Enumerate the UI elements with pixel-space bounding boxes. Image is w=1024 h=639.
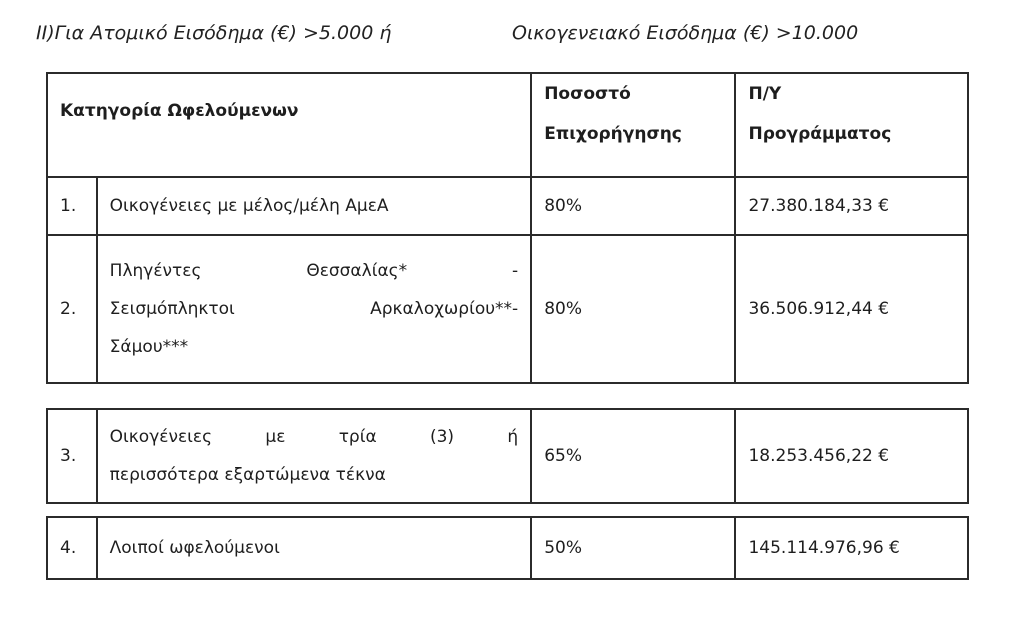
header-budget-line2: Προγράμματος — [748, 124, 892, 144]
beneficiaries-table-main — [46, 72, 969, 384]
header-category: Κατηγορία Ωφελούμενων — [47, 73, 531, 177]
row-category-word: Πληγέντες — [109, 261, 202, 281]
header-percent — [531, 73, 735, 177]
row-category-word: Οικογένειες — [109, 427, 213, 447]
row-category-word: - — [512, 261, 519, 281]
row-category-word: Θεσσαλίας* — [306, 261, 408, 281]
section-heading — [36, 22, 859, 44]
row-percent: 80% — [531, 177, 735, 235]
beneficiaries-table-row4 — [46, 516, 969, 580]
row-category-word: τρία — [338, 427, 377, 447]
row-number: 1. — [47, 177, 97, 235]
row-category — [97, 409, 532, 503]
row-category-line — [110, 252, 519, 290]
row-category-line — [110, 418, 519, 456]
row-number: 4. — [47, 517, 97, 579]
header-percent-line2: Επιχορήγησης — [544, 124, 682, 144]
row-category-line: Σάμου*** — [109, 337, 189, 357]
row-percent: 65% — [531, 409, 735, 503]
row-budget: 36.506.912,44 € — [735, 235, 968, 383]
row-category-word: (3) — [429, 427, 455, 447]
row-budget: 145.114.976,96 € — [735, 517, 968, 579]
row-percent: 50% — [531, 517, 735, 579]
table-row — [47, 177, 968, 235]
row-budget: 18.253.456,22 € — [735, 409, 968, 503]
table-row — [47, 235, 968, 383]
row-number: 3. — [47, 409, 97, 503]
row-category-word: Σεισμόπληκτοι — [109, 299, 235, 319]
table-row — [47, 409, 968, 503]
row-category: Οικογένειες με μέλος/μέλη ΑμεΑ — [97, 177, 532, 235]
header-percent-line1: Ποσοστό — [544, 84, 631, 104]
row-budget: 27.380.184,33 € — [735, 177, 968, 235]
row-category-line — [110, 290, 519, 328]
row-category — [97, 235, 532, 383]
row-category: Λοιποί ωφελούμενοι — [97, 517, 532, 579]
row-category-word: με — [265, 427, 286, 447]
row-category-word: ή — [507, 427, 519, 447]
heading-individual-income: ΙΙ)Για Ατομικό Εισόδημα (€) >5.000 ή — [36, 22, 392, 44]
row-percent: 80% — [531, 235, 735, 383]
table-header-row — [47, 73, 968, 177]
row-number: 2. — [47, 235, 97, 383]
beneficiaries-table-row3 — [46, 408, 969, 504]
header-budget — [735, 73, 968, 177]
header-budget-line1: Π/Υ — [748, 84, 782, 104]
row-category-word: Αρκαλοχωρίου**- — [370, 299, 519, 319]
row-category-line: περισσότερα εξαρτώμενα τέκνα — [109, 465, 386, 485]
heading-family-income: Οικογενειακό Εισόδημα (€) >10.000 — [512, 22, 859, 44]
table-row — [47, 517, 968, 579]
